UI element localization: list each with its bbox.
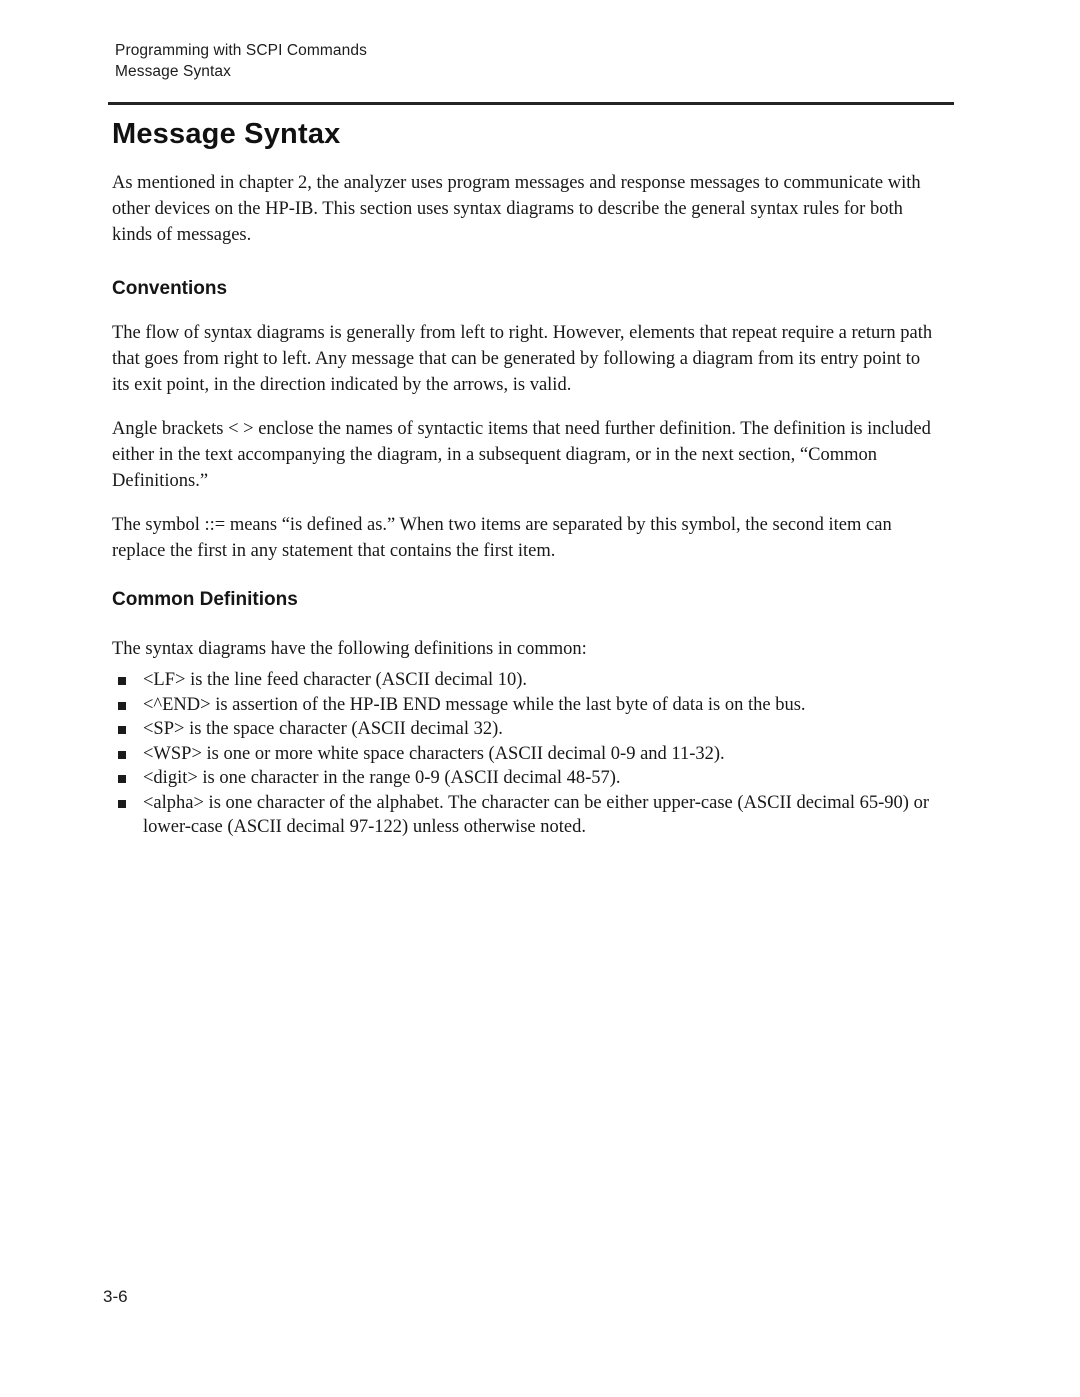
list-item-end xyxy=(112,693,942,718)
conventions-paragraph-2: Angle brackets < > enclose the names of syntactic items that need further definition. The definition is included either in the text accompanying the diagram, in a subsequent diagram, or in the next section, “Common Definitions.” xyxy=(112,419,931,491)
square-bullet-icon xyxy=(118,677,126,685)
square-bullet-icon xyxy=(118,726,126,734)
list-item-lf xyxy=(112,668,942,693)
list-item-text: <LF> is the line feed character (ASCII decimal 10). xyxy=(143,670,528,690)
list-item-text: <SP> is the space character (ASCII decimal 32). xyxy=(143,719,503,739)
list-item-text: <digit> is one character in the range 0-9 (ASCII decimal 48-57). xyxy=(143,768,621,788)
list-item-alpha xyxy=(112,791,942,840)
square-bullet-icon xyxy=(118,800,126,808)
page-title: Message Syntax xyxy=(112,118,341,150)
square-bullet-icon xyxy=(118,775,126,783)
list-item-wsp xyxy=(112,742,942,767)
definitions-list xyxy=(112,668,942,840)
section-heading-common-definitions: Common Definitions xyxy=(112,589,298,610)
header-line-1: Programming with SCPI Commands xyxy=(115,42,367,59)
header-line-2: Message Syntax xyxy=(115,63,231,80)
list-item-sp xyxy=(112,717,942,742)
common-definitions-intro: The syntax diagrams have the following definitions in common: xyxy=(112,639,587,659)
page-number: 3-6 xyxy=(103,1287,128,1306)
list-item-text: <^END> is assertion of the HP-IB END message while the last byte of data is on the bus. xyxy=(143,694,806,715)
list-item-text: <WSP> is one or more white space characters (ASCII decimal 0-9 and 11-32). xyxy=(143,743,725,764)
header-divider xyxy=(108,102,954,105)
square-bullet-icon xyxy=(118,702,126,710)
square-bullet-icon xyxy=(118,751,126,759)
section-heading-conventions: Conventions xyxy=(112,278,228,299)
conventions-paragraph-1: The flow of syntax diagrams is generally from left to right. However, elements that repeat require a return path that goes from right to left. Any message that can be generated by following a diagram from its entry point to its exit point, in the direction indicated by the arrows, is valid. xyxy=(112,323,933,395)
conventions-paragraph-3: The symbol ::= means “is defined as.” When two items are separated by this symbol, the second item can replace the first in any statement that contains the first item. xyxy=(112,515,892,561)
page-header xyxy=(115,40,367,82)
list-item-text: <alpha> is one character of the alphabet. The character can be either upper-case (ASCII decimal 65-90) or lower-case (ASCII decimal 97-122) unless otherwise noted. xyxy=(143,792,929,837)
list-item-digit xyxy=(112,766,942,791)
intro-paragraph: As mentioned in chapter 2, the analyzer uses program messages and response messages to communicate with other devices on the HP-IB. This section uses syntax diagrams to describe the general syntax rules for both kinds of messages. xyxy=(112,173,921,245)
